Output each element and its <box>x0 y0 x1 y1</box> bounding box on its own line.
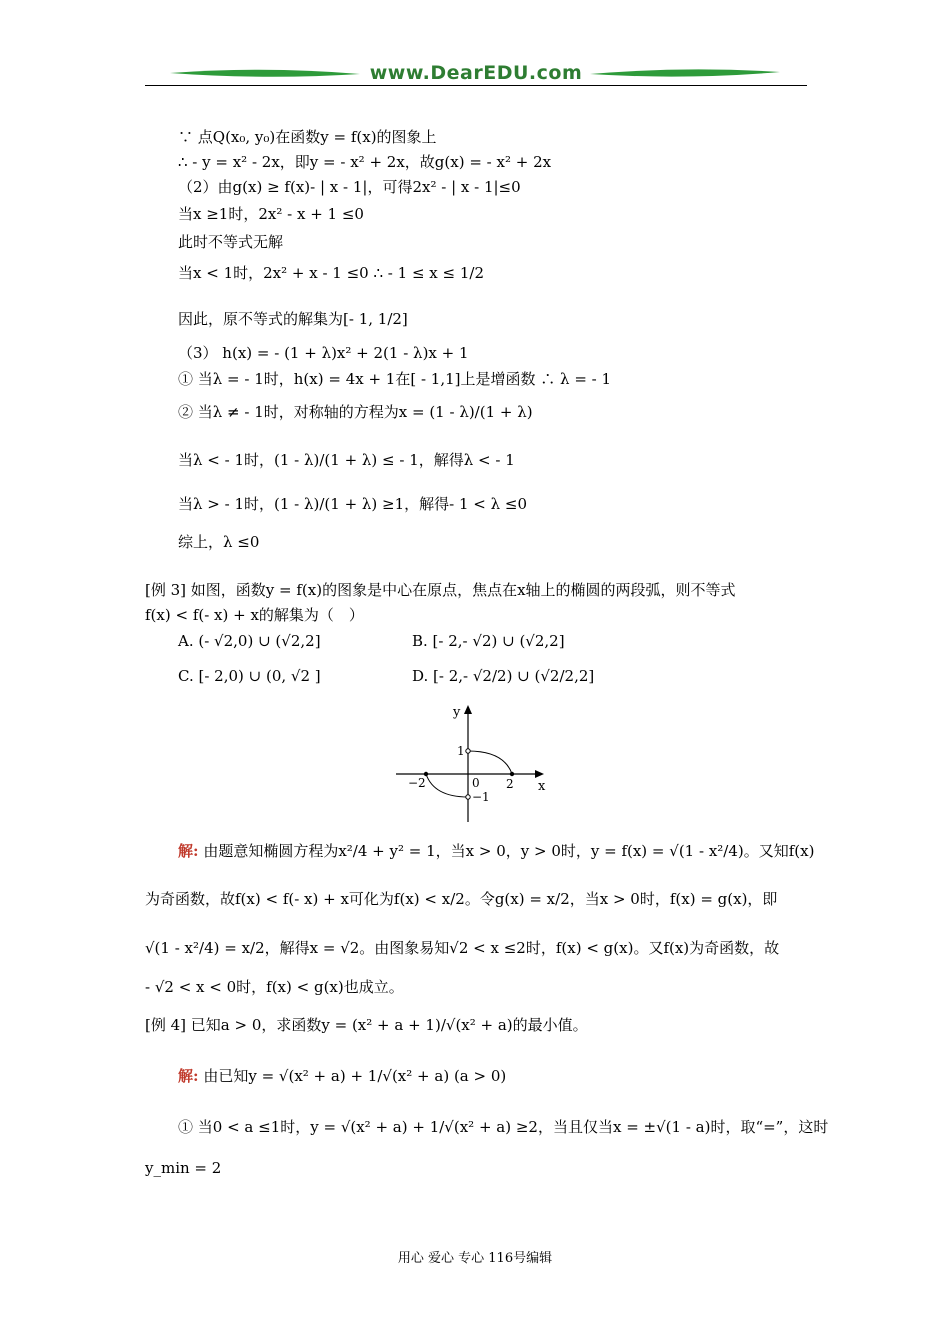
text-line: （2）由g(x) ≥ f(x)- | x - 1|，可得2x² - | x - 1|≤0 <box>178 178 521 196</box>
tick-label: 2 <box>506 777 514 791</box>
text-line: ∴ - y = x² - 2x，即y = - x² + 2x，故g(x) = - x² + 2x <box>178 153 552 171</box>
y-label: y <box>453 705 461 720</box>
ellipse-arc-graph <box>392 700 552 828</box>
x-arrow-icon <box>535 770 544 778</box>
option-c: C. [- 2,0) ∪ (0, √2 ] <box>178 667 321 685</box>
text-line: 当x ≥1时，2x² - x + 1 ≤0 <box>178 205 364 223</box>
closed-point <box>510 772 514 776</box>
text-line: 综上，λ ≤0 <box>178 533 260 551</box>
option-d: D. [- 2,- √2/2) ∪ (√2/2,2] <box>412 667 595 685</box>
solution-line: - √2 < x < 0时，f(x) < g(x)也成立。 <box>145 978 404 996</box>
page-footer: 用心 爱心 专心 116号编辑 <box>397 1251 553 1266</box>
solution-line: √(1 - x²/4) = x/2，解得x = √2。由图象易知√2 < x ≤2时，f(x) < g(x)。又f(x)为奇函数，故 <box>145 939 780 957</box>
open-point <box>466 749 470 753</box>
right-swoosh-icon <box>590 68 780 78</box>
tick-label: −2 <box>408 776 426 790</box>
solution-text: 由题意知椭圆方程为x²/4 + y² = 1，当x > 0，y > 0时，y = f(x) = √(1 - x²/4)。又知f(x) <box>203 842 815 860</box>
text-line: 因此，原不等式的解集为[- 1, 1/2] <box>178 310 408 328</box>
text-line: 当λ < - 1时，(1 - λ)/(1 + λ) ≤ - 1，解得λ < - 1 <box>178 451 515 469</box>
example3-stem: f(x) < f(- x) + x的解集为（ ） <box>145 606 364 624</box>
page-header <box>145 62 807 92</box>
text-line: ② 当λ ≠ - 1时，对称轴的方程为x = (1 - λ)/(1 + λ) <box>178 403 533 421</box>
open-point <box>466 795 470 799</box>
text-line: （3） h(x) = - (1 + λ)x² + 2(1 - λ)x + 1 <box>178 344 469 362</box>
solution-text: 由已知y = √(x² + a) + 1/√(x² + a) (a > 0) <box>203 1067 507 1085</box>
solution-line: 为奇函数，故f(x) < f(- x) + x可化为f(x) < x/2。令g(x) = x/2，当x > 0时，f(x) = g(x)，即 <box>145 890 778 908</box>
site-url[interactable]: www.DearEDU.com <box>369 62 583 84</box>
text-line: 当λ > - 1时，(1 - λ)/(1 + λ) ≥1，解得- 1 < λ ≤0 <box>178 495 528 513</box>
solution-line <box>178 1065 506 1087</box>
solution-line: ① 当0 < a ≤1时，y = √(x² + a) + 1/√(x² + a) ≥2，当且仅当x = ±√(1 - a)时，取“=”，这时 <box>178 1118 829 1136</box>
example4-stem: [例 4] 已知a > 0，求函数y = (x² + a + 1)/√(x² + a)的最小值。 <box>145 1016 588 1034</box>
solution-line: y_min = 2 <box>145 1159 222 1177</box>
text-line: 当x < 1时，2x² + x - 1 ≤0 ∴ - 1 ≤ x ≤ 1/2 <box>178 264 484 282</box>
solution-label: 解: <box>178 1067 199 1085</box>
header-rule <box>145 85 807 86</box>
solution-line <box>178 840 814 862</box>
upper-arc <box>468 751 512 774</box>
text-line: ① 当λ = - 1时，h(x) = 4x + 1在[ - 1,1]上是增函数 ∴ λ = - 1 <box>178 370 612 388</box>
x-label: x <box>538 779 546 794</box>
option-a: A. (- √2,0) ∪ (√2,2] <box>178 632 321 650</box>
tick-label: −1 <box>472 790 490 804</box>
tick-label: 0 <box>472 776 480 790</box>
solution-label: 解: <box>178 842 199 860</box>
y-arrow-icon <box>464 705 472 714</box>
lower-arc <box>426 774 468 797</box>
tick-label: 1 <box>457 744 465 758</box>
example3-stem: [例 3] 如图，函数y = f(x)的图象是中心在原点，焦点在x轴上的椭圆的两段弧，则不等式 <box>145 581 736 599</box>
text-line: ∵ 点Q(x₀, y₀)在函数y = f(x)的图象上 <box>178 128 437 146</box>
option-b: B. [- 2,- √2) ∪ (√2,2] <box>412 632 565 650</box>
text-line: 此时不等式无解 <box>178 233 284 251</box>
